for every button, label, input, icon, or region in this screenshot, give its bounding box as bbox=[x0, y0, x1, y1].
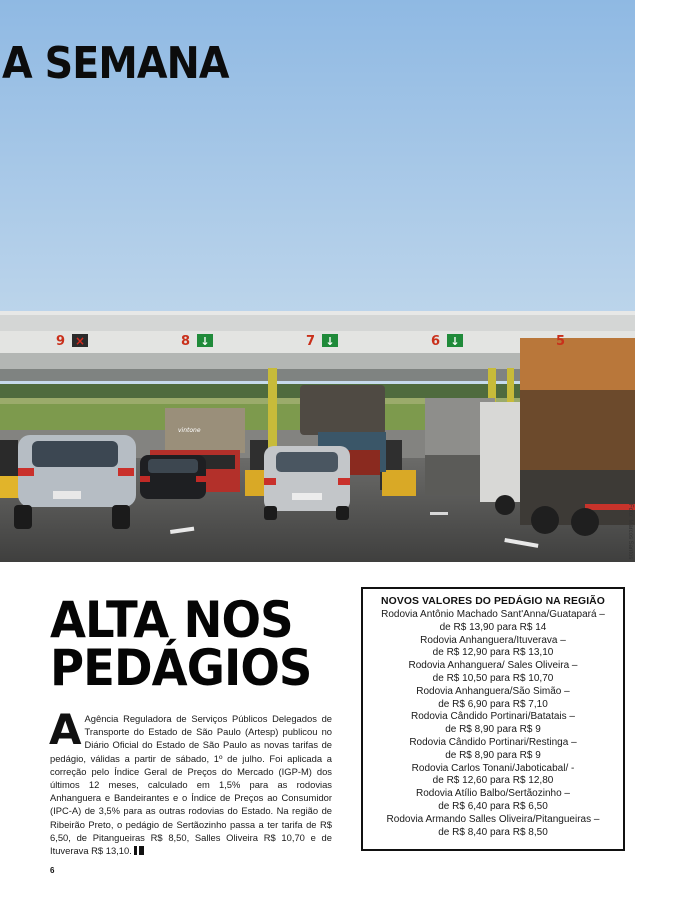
toll-price: de R$ 6,40 para R$ 6,50 bbox=[438, 800, 548, 812]
toll-prices-title: NOVOS VALORES DO PEDÁGIO NA REGIÃO bbox=[381, 596, 605, 607]
toll-item bbox=[367, 686, 619, 712]
toll-item bbox=[367, 763, 619, 789]
toll-item bbox=[367, 788, 619, 814]
lane-number: 7 bbox=[306, 334, 316, 349]
drop-cap: A bbox=[49, 705, 82, 754]
truck-cab-white bbox=[480, 402, 525, 502]
toll-price: de R$ 8,90 para R$ 9 bbox=[445, 724, 541, 736]
toll-road: Rodovia Anhanguera/São Simão – bbox=[416, 685, 570, 697]
toll-road: Rodovia Anhanguera/ Sales Oliveira – bbox=[408, 660, 578, 672]
car-black bbox=[140, 455, 206, 499]
toll-road: Rodovia Armando Salles Oliveira/Pitangueiras – bbox=[386, 813, 600, 825]
headline-line-1: ALTA NOS bbox=[50, 591, 293, 649]
truck-orange bbox=[520, 338, 635, 393]
headline-line-2: PEDÁGIOS bbox=[50, 639, 312, 697]
toll-price: de R$ 8,90 para R$ 9 bbox=[445, 749, 541, 761]
toll-item bbox=[367, 609, 619, 635]
toll-item bbox=[367, 814, 619, 840]
toll-road: Rodovia Cândido Portinari/Restinga – bbox=[409, 736, 577, 748]
article-body-text: Agência Reguladora de Serviços Públicos Delegados de Transporte do Estado de São Paulo (Artesp) publicou no Diário Oficial do Estado de São Paulo as novas tarifas de pedágio, válidas a partir de sábado, 1º de julho. Foi aplicada a correção pelo Índice Geral de Preços do Mercado (IGP-M) dos últimos 12 meses, calculado em 1,5% para as rodovias Anhanguera e Bandeirantes e o Índice de Preços ao Consumidor (IPC-A) de 3,5% para as outras rodovias do Estado. Na região de Ribeirão Preto, o pedágio de Sertãozinho passa a ter tarifa de R$ 6,50, de Pitangueiras R$ 8,50, Salles Oliveira R$ 10,70 e de Ituverava R$ 13,10. bbox=[50, 713, 332, 857]
section-title: A SEMANA bbox=[2, 38, 229, 89]
toll-prices-box bbox=[361, 587, 625, 851]
car-silver-center bbox=[264, 446, 350, 520]
lane-number: 8 bbox=[181, 334, 191, 349]
toll-item bbox=[367, 635, 619, 661]
toll-price: de R$ 10,50 para R$ 10,70 bbox=[432, 672, 554, 684]
article-headline bbox=[50, 591, 312, 697]
toll-road: Rodovia Antônio Machado Sant'Anna/Guatapará – bbox=[381, 609, 605, 620]
toll-road: Rodovia Atílio Balbo/Sertãozinho – bbox=[416, 788, 570, 800]
toll-price: de R$ 13,90 para R$ 14 bbox=[439, 621, 547, 633]
truck-red bbox=[165, 408, 245, 453]
svg-text:↓: ↓ bbox=[450, 335, 460, 348]
toll-price: de R$ 12,90 para R$ 13,10 bbox=[432, 647, 554, 659]
photo-credit: Foto: Marcos Santos bbox=[627, 504, 633, 560]
truck-center bbox=[300, 385, 385, 435]
toll-item bbox=[367, 660, 619, 686]
svg-text:↓: ↓ bbox=[200, 335, 210, 348]
svg-text:×: × bbox=[74, 334, 86, 348]
toll-road: Rodovia Cândido Portinari/Batatais – bbox=[411, 711, 575, 723]
lane-number: 5 bbox=[556, 334, 566, 349]
toll-price: de R$ 12,60 para R$ 12,80 bbox=[432, 775, 554, 787]
page-number: 6 bbox=[50, 866, 55, 875]
svg-text:↓: ↓ bbox=[325, 335, 335, 348]
toll-price: de R$ 6,90 para R$ 7,10 bbox=[438, 698, 548, 710]
toll-road: Rodovia Carlos Tonani/Jaboticabal/ - bbox=[411, 762, 575, 774]
article-body bbox=[49, 705, 332, 857]
toll-item bbox=[367, 711, 619, 737]
toll-item bbox=[367, 737, 619, 763]
truck-logo-text: vintone bbox=[178, 427, 201, 434]
end-of-article-icon bbox=[134, 846, 144, 855]
lane-number: 9 bbox=[56, 334, 66, 349]
toll-price: de R$ 8,40 para R$ 8,50 bbox=[438, 826, 548, 838]
toll-road: Rodovia Anhanguera/Ituverava – bbox=[420, 634, 566, 646]
lane-number: 6 bbox=[431, 334, 441, 349]
